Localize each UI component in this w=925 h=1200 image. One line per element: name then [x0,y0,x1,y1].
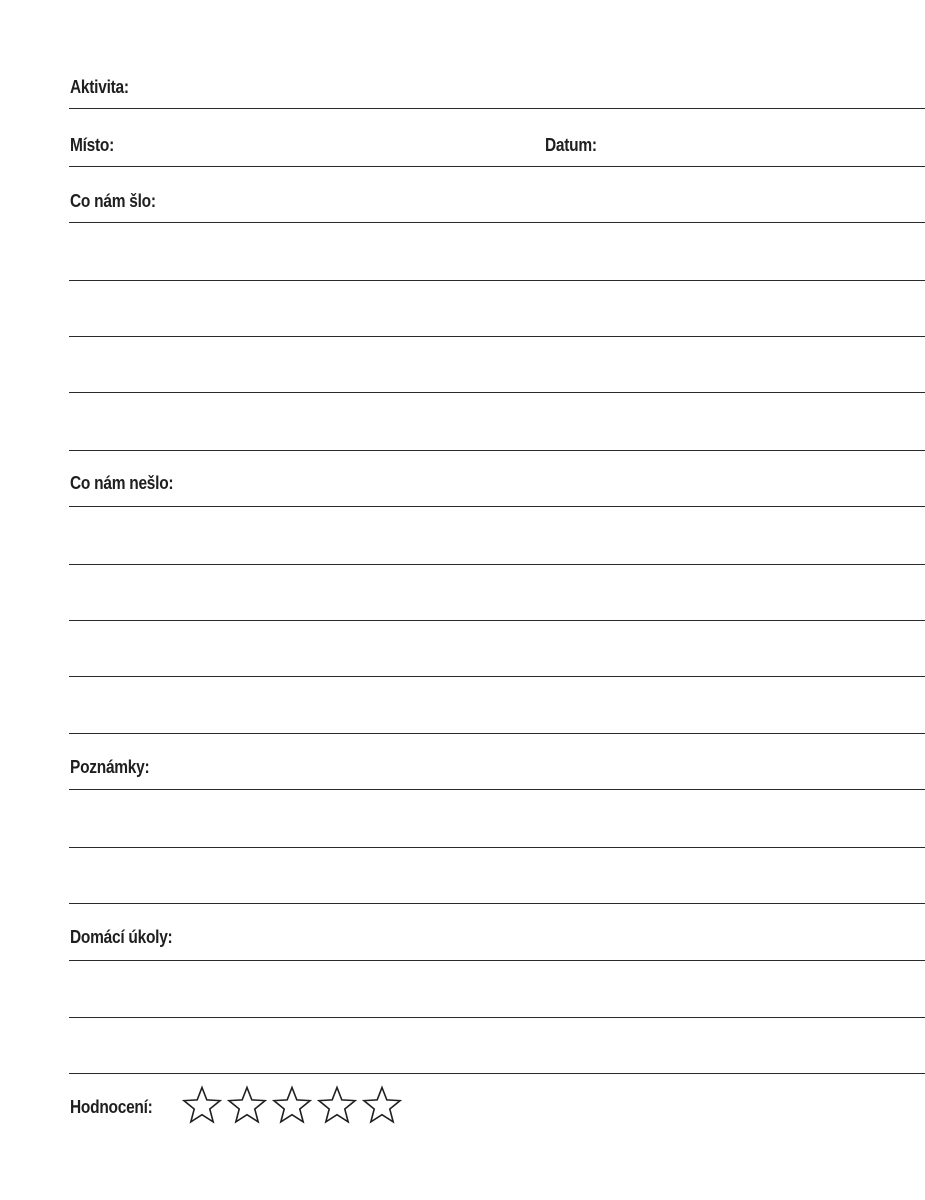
went-bad-label: Co nám nešlo: [70,473,174,493]
went-well-write-line[interactable] [69,280,925,281]
went-well-write-line[interactable] [69,336,925,337]
went-bad-write-line[interactable] [69,564,925,565]
notes-write-line[interactable] [69,847,925,848]
rating-label: Hodnocení: [70,1097,153,1117]
homework-write-line[interactable] [69,960,925,961]
activity-label: Aktivita: [70,77,129,97]
star-outline-icon[interactable] [271,1084,313,1126]
went-bad-write-line[interactable] [69,506,925,507]
notes-write-line[interactable] [69,789,925,790]
notes-write-line[interactable] [69,903,925,904]
star-outline-icon[interactable] [316,1084,358,1126]
star-outline-icon[interactable] [226,1084,268,1126]
went-well-write-line[interactable] [69,450,925,451]
went-bad-write-line[interactable] [69,733,925,734]
went-well-label: Co nám šlo: [70,191,156,211]
star-outline-icon[interactable] [361,1084,403,1126]
star-outline-icon[interactable] [181,1084,223,1126]
went-well-write-line[interactable] [69,222,925,223]
date-label: Datum: [545,135,597,155]
rating-stars [181,1084,403,1126]
homework-write-line[interactable] [69,1017,925,1018]
homework-label: Domácí úkoly: [70,927,173,947]
activity-write-line[interactable] [69,108,925,109]
went-bad-write-line[interactable] [69,676,925,677]
notes-label: Poznámky: [70,757,150,777]
homework-write-line[interactable] [69,1073,925,1074]
place-date-write-line[interactable] [69,166,925,167]
went-bad-write-line[interactable] [69,620,925,621]
went-well-write-line[interactable] [69,392,925,393]
place-label: Místo: [70,135,115,155]
